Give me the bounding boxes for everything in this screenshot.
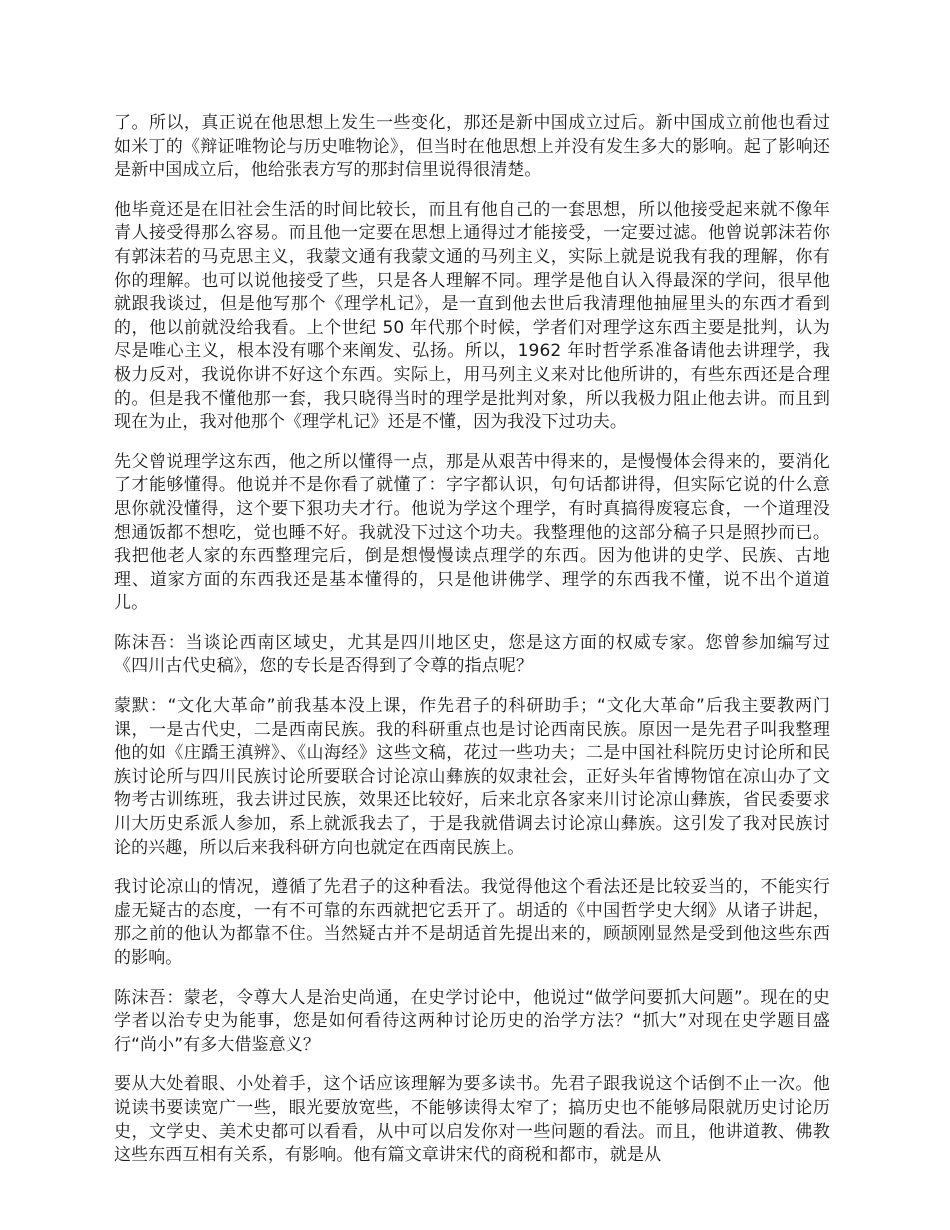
paragraph: 蒙默：“文化大革命”前我基本没上课，作先君子的科研助手；“文化大革命”后我主要教两门课，一是古代史，二是西南民族。我的科研重点也是讨论西南民族。原因一是先君子叫我整理他的如《庄蹻王滇辨》、《山海经》这些文稿，花过一些功夫；二是中国社科院历史讨论所和民族讨论所与四川民族讨论所要联合讨论凉山彝族的奴隶社会，正好头年省博物馆在凉山办了文物考古训练班，我去讲过民族，效果还比较好，后来北京各家来川讨论凉山彝族，省民委要求川大历史系派人参加，系上就派我去了，于是我就借调去讨论凉山彝族。这引发了我对民族讨论的兴趣，所以后来我科研方向也就定在西南民族上。 bbox=[114, 696, 830, 858]
paragraph: 陈沫吾：当谈论西南区域史，尤其是四川地区史，您是这方面的权威专家。您曾参加编写过《四川古代史稿》，您的专长是否得到了令尊的指点呢？ bbox=[114, 632, 830, 677]
paragraph: 要从大处着眼、小处着手，这个话应该理解为要多读书。先君子跟我说这个话倒不止一次。他说读书要读宽广一些，眼光要放宽些，不能够读得太窄了；搞历史也不能够局限就历史讨论历史，文学史、美术史都可以看看，从中可以启发你对一些问题的看法。而且，他讲道教、佛教这些东西互相有关系，有影响。他有篇文章讲宋代的商税和都市，就是从 bbox=[114, 1074, 830, 1166]
paragraph: 先父曾说理学这东西，他之所以懂得一点，那是从艰苦中得来的，是慢慢体会得来的，要消化了才能够懂得。他说并不是你看了就懂了：字字都认识，句句话都讲得，但实际它说的什么意思你就没懂得，这个要下狠功夫才行。他说为学这个理学，有时真搞得废寝忘食，一个道理没想通饭都不想吃，觉也睡不好。我就没下过这个功夫。我整理他的这部分稿子只是照抄而已。我把他老人家的东西整理完后，倒是想慢慢读点理学的东西。因为他讲的史学、民族、古地理、道家方面的东西我还是基本懂得的，只是他讲佛学、理学的东西我不懂，说不出个道道儿。 bbox=[114, 451, 830, 614]
paragraph: 我讨论凉山的情况，遵循了先君子的这种看法。我觉得他这个看法还是比较妥当的，不能实行虚无疑古的态度，一有不可靠的东西就把它丢开了。胡适的《中国哲学史大纲》从诸子讲起，那之前的他认为都靠不住。当然疑古并不是胡适首先提出来的，顾颉刚显然是受到他这些东西的影响。 bbox=[114, 877, 830, 968]
paragraph: 陈沫吾：蒙老，令尊大人是治史尚通，在史学讨论中，他说过“做学问要抓大问题”。现在的史学者以治专史为能事，您是如何看待这两种讨论历史的治学方法？“抓大”对现在史学题目盛行“尚小”有多大借鉴意义？ bbox=[114, 987, 830, 1055]
paragraph: 他毕竟还是在旧社会生活的时间比较长，而且有他自己的一套思想，所以他接受起来就不像年青人接受得那么容易。而且他一定要在思想上通得过才能接受，一定要过滤。他曾说郭沫若你有郭沫若的马克思主义，我蒙文通有我蒙文通的马列主义，实际上就是说我有我的理解，你有你的理解。也可以说他接受了些，只是各人理解不同。理学是他自认入得最深的学问，很早他就跟我谈过，但是他写那个《理学札记》，是一直到他去世后我清理他抽屉里头的东西才看到的，他以前就没给我看。上个世纪 50 年代那个时候，学者们对理学这东西主要是批判，认为尽是唯心主义，根本没有哪个来阐发、弘扬。所以，1962 年时哲学系准备请他去讲理学，我极力反对，我说你讲不好这个东西。实际上，用马列主义来对比他所讲的，有些东西还是合理的。但是我不懂他那一套，我只晓得当时的理学是批判对象，所以我极力阻止他去讲。而且到现在为止，我对他那个《理学札记》还是不懂，因为我没下过功夫。 bbox=[114, 199, 830, 433]
document-body bbox=[114, 112, 830, 1184]
paragraph: 了。所以，真正说在他思想上发生一些变化，那还是新中国成立过后。新中国成立前他也看过如米丁的《辩证唯物论与历史唯物论》，但当时在他思想上并没有发生多大的影响。起了影响还是新中国成立后，他给张表方写的那封信里说得很清楚。 bbox=[114, 113, 830, 181]
